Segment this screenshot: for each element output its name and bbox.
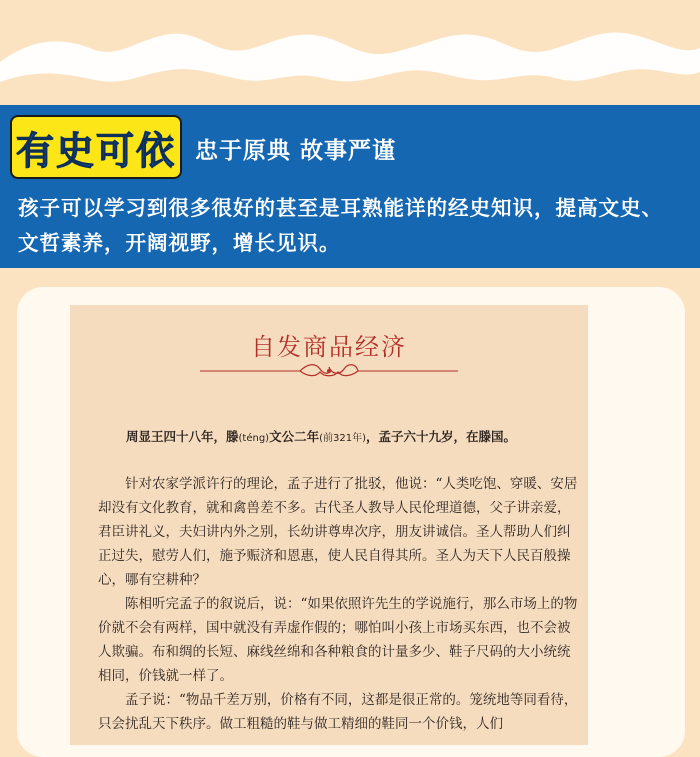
banner-intro: 孩子可以学习到很多很好的甚至是耳熟能详的经史知识，提高文史、文哲素养，开阔视野，增长见识。 xyxy=(18,196,663,255)
feature-banner xyxy=(0,105,700,268)
page-title: 自发商品经济 xyxy=(251,333,407,361)
chronology-heading: 周显王四十八年，滕(téng)文公二年(前321年)，孟子六十九岁，在滕国。 xyxy=(126,429,516,444)
title-ornament xyxy=(200,361,458,381)
paragraph-1: 针对农家学派许行的理论，孟子进行了批驳，他说：“人类吃饱、穿暖、安居却没有文化教育，就和禽兽差不多。古代圣人教导人民伦理道德，父子讲亲爱，君臣讲礼义，夫妇讲内外之别，长幼讲尊卑次序，朋友讲诚信。圣人帮助人们纠正过失，慰劳人们，施予赈济和恩惠，使人民自得其所。圣人为天下人民百般操心，哪有空耕种？ xyxy=(98,476,578,588)
book-page xyxy=(70,305,588,745)
feature-tag-label: 有史可依 xyxy=(15,128,176,173)
brushstroke-decoration xyxy=(0,0,700,110)
banner-slogan: 忠于原典 故事严谨 xyxy=(195,138,397,164)
paragraph-2: 陈相听完孟子的叙说后，说：“如果依照许先生的学说施行，那么市场上的物价就不会有两样，国中就没有弄虚作假的；哪怕叫小孩上市场买东西，也不会被人欺骗。布和绸的长短、麻线丝绵和各种粮食的计量多少、鞋子尺码的大小统统相同，价钱就一样了。 xyxy=(98,596,578,684)
paragraph-3: 孟子说：“物品千差万别，价格有不同，这都是很正常的。笼统地等同看待，只会扰乱天下秩序。做工粗糙的鞋与做工精细的鞋同一个价钱，人们 xyxy=(98,692,578,732)
feature-tag xyxy=(10,115,182,179)
